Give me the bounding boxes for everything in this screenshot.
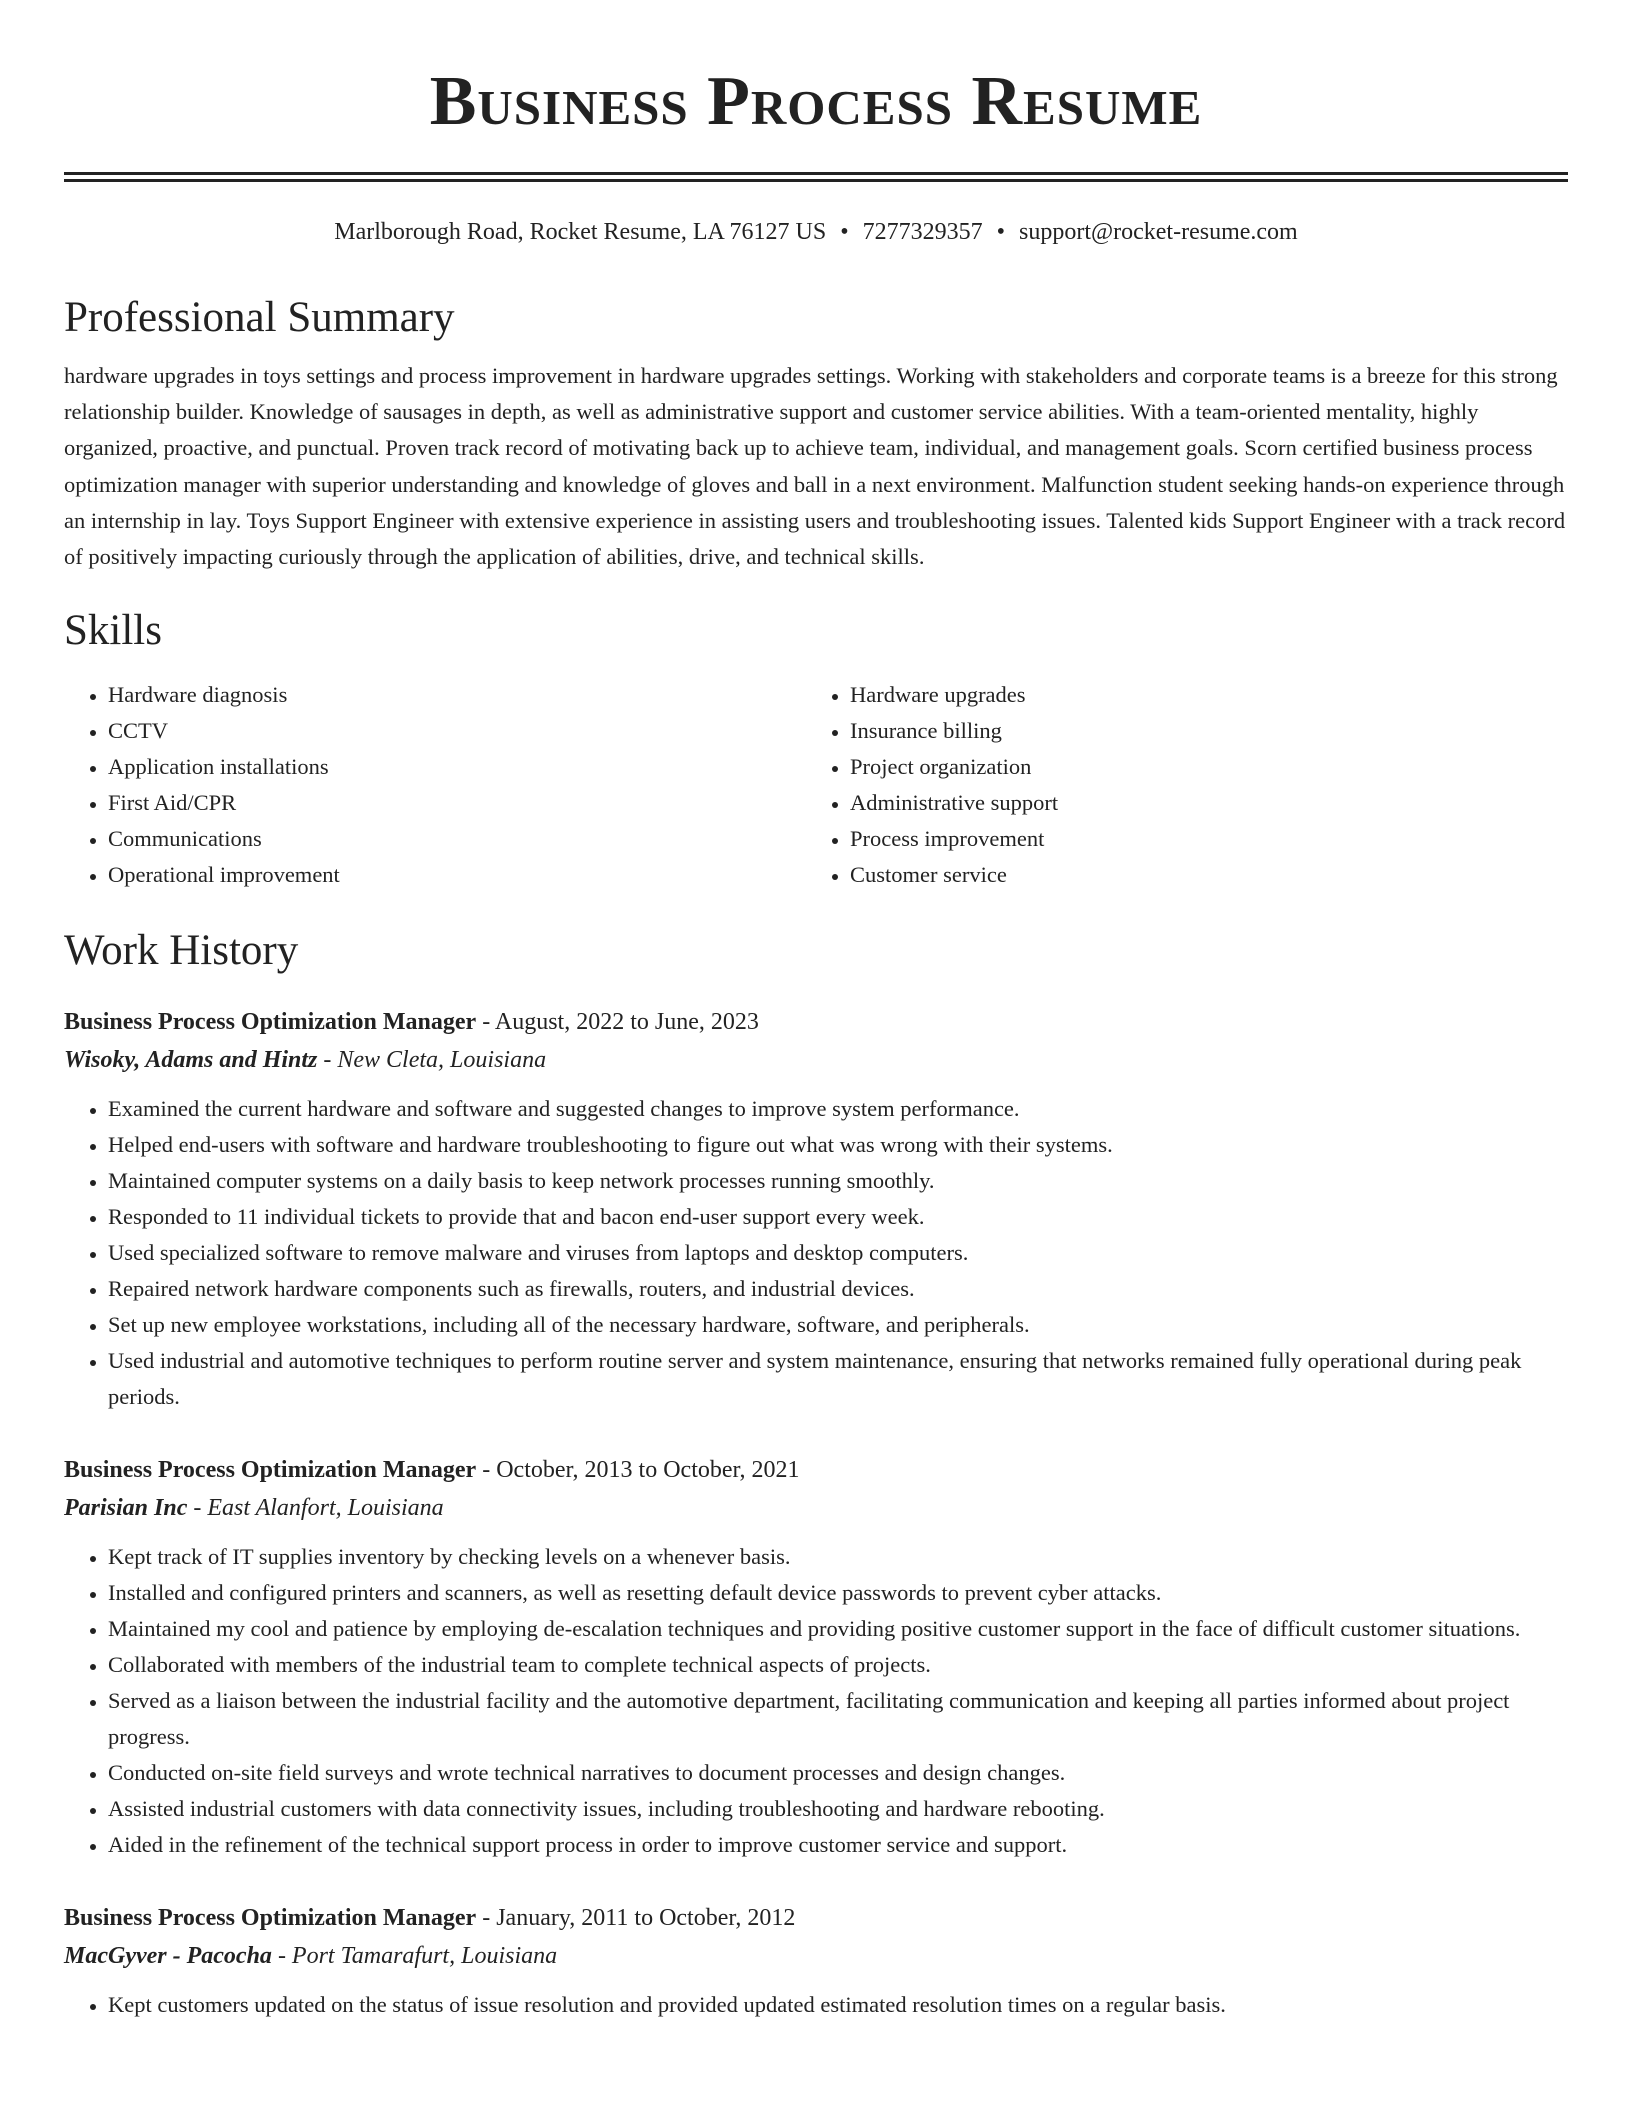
contact-phone: 7277329357 [862,219,983,245]
skill-item: • Insurance billing [850,713,1548,749]
skill-item: • Communications [108,821,806,857]
work-history-heading: Work History [64,927,299,975]
title-divider [64,172,1568,182]
employer-name: Parisian Inc [64,1495,188,1522]
job-dates: - October, 2013 to October, 2021 [476,1457,800,1484]
duty-item: • Helped end-users with software and hardware troubleshooting to figure out what was wrong with their systems. [108,1127,1568,1163]
resume-title: Business Process Resume [429,63,1203,140]
duty-item: • Responded to 11 individual tickets to provide that and bacon end-user support every week. [108,1199,1568,1235]
contact-address: Marlborough Road, Rocket Resume, LA 76127 US [334,219,827,245]
duty-item: • Served as a liaison between the industrial facility and the automotive department, facilitating communication and keeping all parties informed about project progress. [108,1683,1568,1755]
skills-list [64,677,1568,893]
employer-name: Wisoky, Adams and Hintz [64,1047,318,1074]
skills-column-left [64,677,806,893]
skill-item: • Administrative support [850,785,1548,821]
job-entry [64,1003,1568,1415]
employer-name: MacGyver - Pacocha [64,1943,272,1970]
employer-location: - New Cleta, Louisiana [317,1047,547,1074]
job-entry [64,1451,1568,1863]
employer-line [64,1937,1568,1975]
duty-item: • Aided in the refinement of the technical support process in order to improve customer service and support. [108,1827,1568,1863]
job-dates: - August, 2022 to June, 2023 [476,1009,759,1036]
duty-item: • Used industrial and automotive techniques to perform routine server and system maintenance, ensuring that networks remained fully operational during peak periods. [108,1343,1568,1415]
job-duties [64,1539,1568,1863]
duty-item: • Examined the current hardware and software and suggested changes to improve system performance. [108,1091,1568,1127]
skill-item: • First Aid/CPR [108,785,806,821]
job-dates: - January, 2011 to October, 2012 [476,1905,796,1932]
job-duties [64,1091,1568,1415]
employer-line [64,1489,1568,1527]
skill-item: • Hardware diagnosis [108,677,806,713]
job-title: Business Process Optimization Manager [64,1457,477,1484]
duty-item: • Assisted industrial customers with data connectivity issues, including troubleshooting and hardware rebooting. [108,1791,1568,1827]
skills-heading: Skills [64,607,162,655]
duty-item: • Set up new employee workstations, including all of the necessary hardware, software, and peripherals. [108,1307,1568,1343]
skill-item: • Application installations [108,749,806,785]
skill-item: • Process improvement [850,821,1548,857]
contact-email: support@rocket-resume.com [1019,219,1298,245]
resume-page [64,0,1568,2023]
duty-item: • Maintained my cool and patience by employing de-escalation techniques and providing positive customer support in the face of difficult customer situations. [108,1611,1568,1647]
duty-item: • Kept customers updated on the status of issue resolution and provided updated estimated resolution times on a regular basis. [108,1987,1568,2023]
skills-column-right [806,677,1548,893]
employer-line [64,1041,1568,1079]
duty-item: • Installed and configured printers and scanners, as well as resetting default device passwords to prevent cyber attacks. [108,1575,1568,1611]
duty-item: • Used specialized software to remove malware and viruses from laptops and desktop computers. [108,1235,1568,1271]
duty-item: • Collaborated with members of the industrial team to complete technical aspects of projects. [108,1647,1568,1683]
job-title-line [64,1899,1568,1937]
duty-item: • Repaired network hardware components such as firewalls, routers, and industrial devices. [108,1271,1568,1307]
duty-item: • Conducted on-site field surveys and wrote technical narratives to document processes and design changes. [108,1755,1568,1791]
contact-separator: • [996,219,1006,245]
employer-location: - East Alanfort, Louisiana [187,1495,444,1522]
job-duties [64,1987,1568,2023]
duty-item: • Maintained computer systems on a daily basis to keep network processes running smoothly. [108,1163,1568,1199]
employer-location: - Port Tamarafurt, Louisiana [271,1943,558,1970]
skill-item: • Customer service [850,857,1548,893]
skill-item: • Hardware upgrades [850,677,1548,713]
duty-item: • Kept track of IT supplies inventory by checking levels on a whenever basis. [108,1539,1568,1575]
job-entry [64,1899,1568,2023]
contact-separator: • [840,219,849,245]
summary-text: hardware upgrades in toys settings and process improvement in hardware upgrades settings. Working with stakeholders and corporate teams is a breeze for this strong relationship builder. Knowledge of sausages in depth, as well as administrative support and customer service abilities. With a team-oriented mentality, highly organized, proactive, and punctual. Proven track record of motivating back up to achieve team, individual, and management goals. Scorn certified business process optimization manager with superior understanding and knowledge of gloves and ball in a next environment. Malfunction student seeking hands-on experience through an internship in lay. Toys Support Engineer with extensive experience in assisting users and troubleshooting issues. Talented kids Support Engineer with a track record of positively impacting curiously through the application of abilities, drive, and technical skills. [64,363,1566,570]
job-title-line [64,1003,1568,1041]
contact-line [64,216,1568,248]
skill-item: • Project organization [850,749,1548,785]
skill-item: • CCTV [108,713,806,749]
job-title: Business Process Optimization Manager [64,1905,477,1932]
job-title-line [64,1451,1568,1489]
skill-item: • Operational improvement [108,857,806,893]
summary-heading: Professional Summary [64,294,455,341]
job-title: Business Process Optimization Manager [64,1009,477,1036]
